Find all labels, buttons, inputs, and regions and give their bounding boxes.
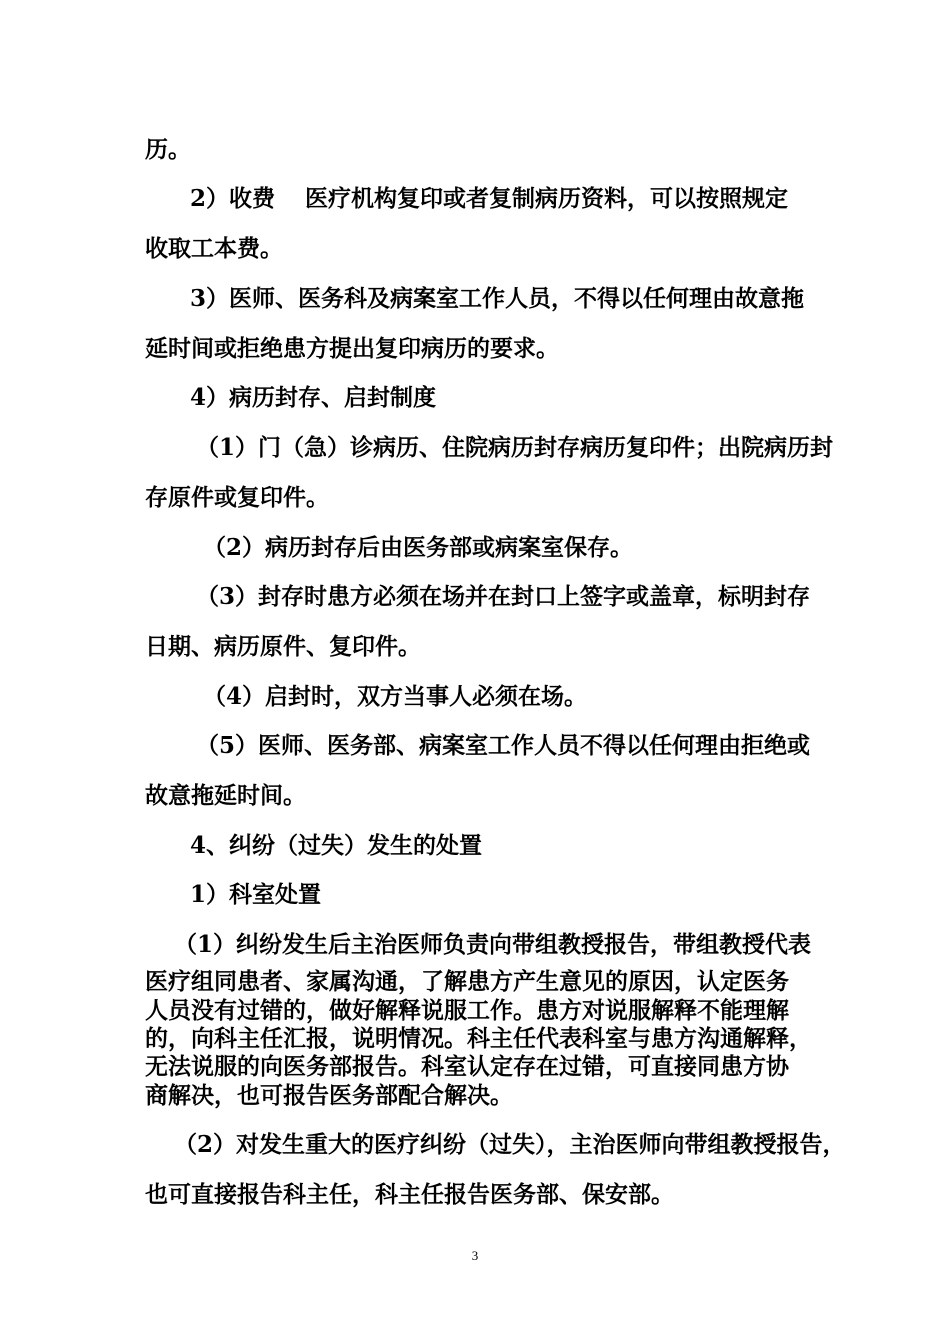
text-line: （1）门（急）诊病历、住院病历封存病历复印件；出院病历封	[196, 434, 834, 461]
text-line: 也可直接报告科主任，科主任报告医务部、保安部。	[145, 1181, 674, 1208]
text-line: 存原件或复印件。	[145, 484, 329, 511]
text-line: （3）封存时患方必须在场并在封口上签字或盖章，标明封存	[196, 583, 811, 610]
text-line: （5）医师、医务部、病案室工作人员不得以任何理由拒绝或	[196, 732, 811, 759]
text-line: （1）纠纷发生后主治医师负责向带组教授报告，带组教授代表	[174, 931, 812, 958]
text-line: （2）病历封存后由医务部或病案室保存。	[203, 534, 634, 561]
text-line: 收取工本费。	[145, 235, 283, 262]
text-line: 商解决，也可报告医务部配合解决。	[145, 1082, 513, 1109]
page-number: 3	[471, 1248, 479, 1263]
section-heading: 4、纠纷（过失）发生的处置	[190, 832, 483, 859]
section-heading: 1）科室处置	[190, 881, 322, 908]
text-line: 故意拖延时间。	[145, 782, 306, 809]
text-line: 人员没有过错的，做好解释说服工作。患方对说服解释不能理解	[145, 997, 789, 1024]
text-line: 无法说服的向医务部报告。科室认定存在过错，可直接同患方协	[145, 1053, 789, 1080]
text-line: （2）对发生重大的医疗纠纷（过失），主治医师向带组教授报告，	[174, 1131, 846, 1158]
text-span: 医疗机构复印或者复制病历资料，可以按照规定	[305, 185, 789, 212]
text-line	[190, 185, 788, 213]
text-line: （4）启封时，双方当事人必须在场。	[203, 683, 588, 710]
text-line: 延时间或拒绝患方提出复印病历的要求。	[145, 335, 559, 362]
text-line: 3）医师、医务科及病案室工作人员，不得以任何理由故意拖	[190, 285, 805, 312]
list-heading: 2）收费	[190, 185, 276, 212]
section-heading: 4）病历封存、启封制度	[190, 384, 437, 411]
text-line: 历。	[145, 136, 191, 163]
text-line: 医疗组同患者、家属沟通，了解患方产生意见的原因，认定医务	[145, 968, 789, 995]
text-line: 的，向科主任汇报，说明情况。科主任代表科室与患方沟通解释，	[145, 1025, 812, 1052]
text-line: 日期、病历原件、复印件。	[145, 633, 421, 660]
